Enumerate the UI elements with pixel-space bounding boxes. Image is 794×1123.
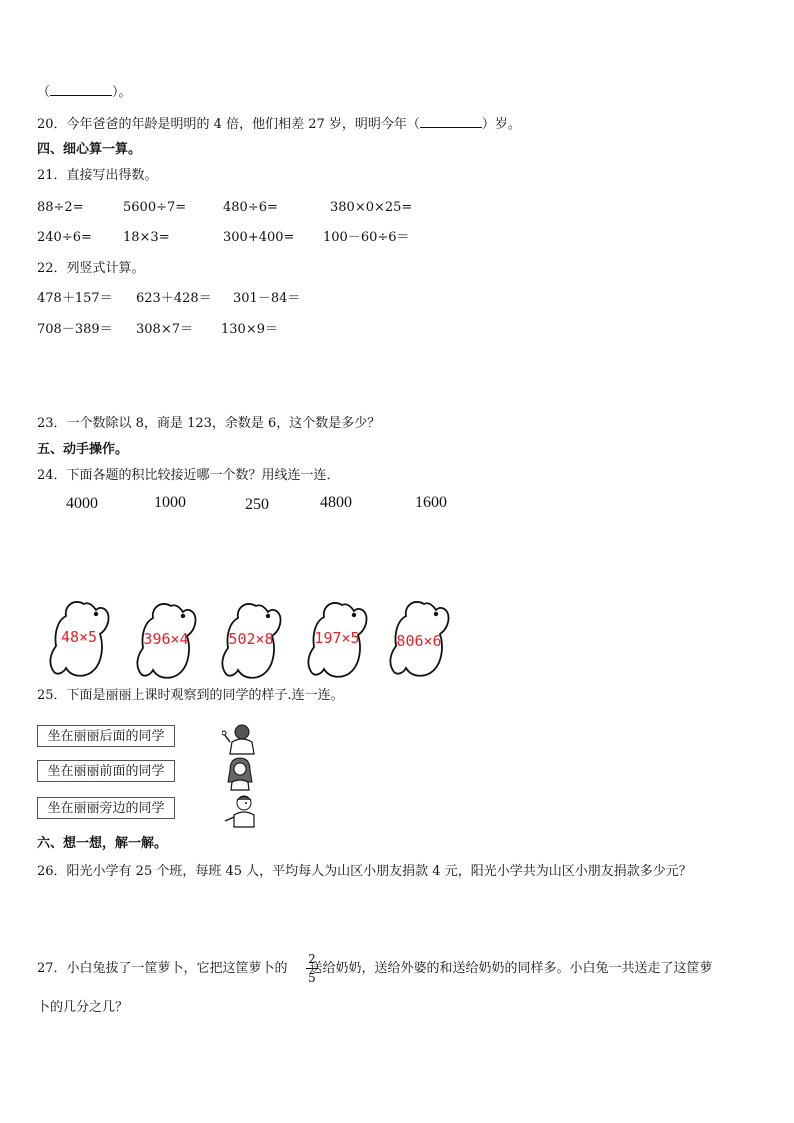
q25-box-front[interactable]: 坐在丽丽前面的同学 bbox=[37, 760, 175, 782]
q24-fish-1-expr: 48×5 bbox=[60, 628, 98, 646]
q21-r2-c3: 300+400= bbox=[223, 230, 295, 245]
q22-r2-c1: 708－389＝ bbox=[37, 322, 113, 337]
q21-r1-c2: 5600÷7= bbox=[123, 200, 187, 215]
q25-box-side[interactable]: 坐在丽丽旁边的同学 bbox=[37, 797, 175, 819]
q24-fish-4-expr: 197×5 bbox=[314, 629, 360, 647]
q27-before: 27．小白兔拔了一筐萝卜，它把这筐萝卜的 bbox=[37, 961, 288, 976]
q21-r2-c1: 240÷6= bbox=[37, 230, 92, 245]
q24-title: 24．下面各题的积比较接近哪一个数？用线连一连． bbox=[37, 468, 340, 483]
q24-fish-2-expr: 396×4 bbox=[143, 630, 189, 648]
q24-fish-1[interactable] bbox=[44, 598, 114, 682]
q27-line1 bbox=[37, 961, 713, 977]
q24-number-4800[interactable]: 4800 bbox=[320, 494, 352, 511]
q26-question: 26．阳光小学有 25 个班，每班 45 人，平均每人为山区小朋友捐款 4 元，阳光小学共为山区小朋友捐款多少元？ bbox=[37, 864, 692, 879]
kid-front-girl-icon[interactable] bbox=[222, 756, 258, 792]
section-6-heading: 六、想一想，解一解。 bbox=[37, 836, 168, 851]
q20-text: 20．今年爸爸的年龄是明明的 4 倍，他们相差 27 岁，明明今年（ bbox=[37, 117, 420, 132]
q20-tail: ）岁。 bbox=[481, 117, 521, 132]
q22-title: 22．列竖式计算。 bbox=[37, 261, 145, 276]
q21-title: 21．直接写出得数。 bbox=[37, 168, 158, 183]
q20-answer-blank[interactable] bbox=[420, 116, 482, 128]
q20-question bbox=[37, 116, 521, 133]
q22-r1-c1: 478＋157＝ bbox=[37, 291, 113, 306]
q22-r2-c2: 308×7＝ bbox=[136, 322, 193, 337]
q27-fraction bbox=[306, 952, 318, 985]
q22-r1-c2: 623＋428＝ bbox=[136, 291, 212, 306]
q24-fish-3[interactable] bbox=[216, 600, 286, 684]
q19-answer-blank[interactable] bbox=[50, 84, 112, 96]
q23-question: 23．一个数除以 8，商是 123，余数是 6，这个数是多少？ bbox=[37, 416, 381, 431]
q21-r1-c3: 480÷6= bbox=[223, 200, 278, 215]
q22-r1-c3: 301－84＝ bbox=[233, 291, 301, 306]
q27-after: 送给奶奶，送给外婆的和送给奶奶的同样多。小白兔一共送走了这筐萝 bbox=[309, 961, 713, 976]
section-4-heading: 四、细心算一算。 bbox=[37, 142, 142, 157]
q22-r2-c3: 130×9＝ bbox=[221, 322, 278, 337]
q24-fish-3-expr: 502×8 bbox=[228, 630, 274, 648]
q27-fraction-bar bbox=[306, 968, 318, 969]
q24-number-4000[interactable]: 4000 bbox=[66, 495, 98, 512]
q19-open: （ bbox=[37, 85, 51, 100]
section-5-heading: 五、动手操作。 bbox=[37, 442, 129, 457]
q27-fraction-denominator: 5 bbox=[308, 971, 316, 985]
q24-number-1000[interactable]: 1000 bbox=[154, 494, 186, 511]
q24-fish-4[interactable] bbox=[302, 599, 372, 683]
q24-number-1600[interactable]: 1600 bbox=[415, 494, 447, 511]
q21-r2-c4: 100－60÷6＝ bbox=[323, 230, 410, 245]
q21-r2-c2: 18×3= bbox=[123, 230, 170, 245]
q24-fish-5[interactable] bbox=[384, 598, 454, 682]
q21-r1-c4: 380×0×25= bbox=[330, 200, 413, 215]
q25-title: 25．下面是丽丽上课时观察到的同学的样子.连一连。 bbox=[37, 688, 344, 703]
q24-fish-5-expr: 806×6 bbox=[396, 632, 442, 650]
q19-close: ）。 bbox=[112, 85, 132, 100]
q27-fraction-numerator: 2 bbox=[308, 952, 316, 966]
q24-number-250[interactable]: 250 bbox=[245, 496, 269, 513]
q27-line2: 卜的几分之几？ bbox=[37, 1000, 129, 1015]
q24-fish-2[interactable] bbox=[131, 600, 201, 684]
q25-box-behind[interactable]: 坐在丽丽后面的同学 bbox=[37, 725, 175, 747]
q21-r1-c1: 88÷2= bbox=[37, 200, 84, 215]
q19-answer-line bbox=[37, 84, 132, 101]
kid-side-boy-icon[interactable] bbox=[222, 793, 258, 829]
kid-back-icon[interactable] bbox=[222, 722, 258, 758]
